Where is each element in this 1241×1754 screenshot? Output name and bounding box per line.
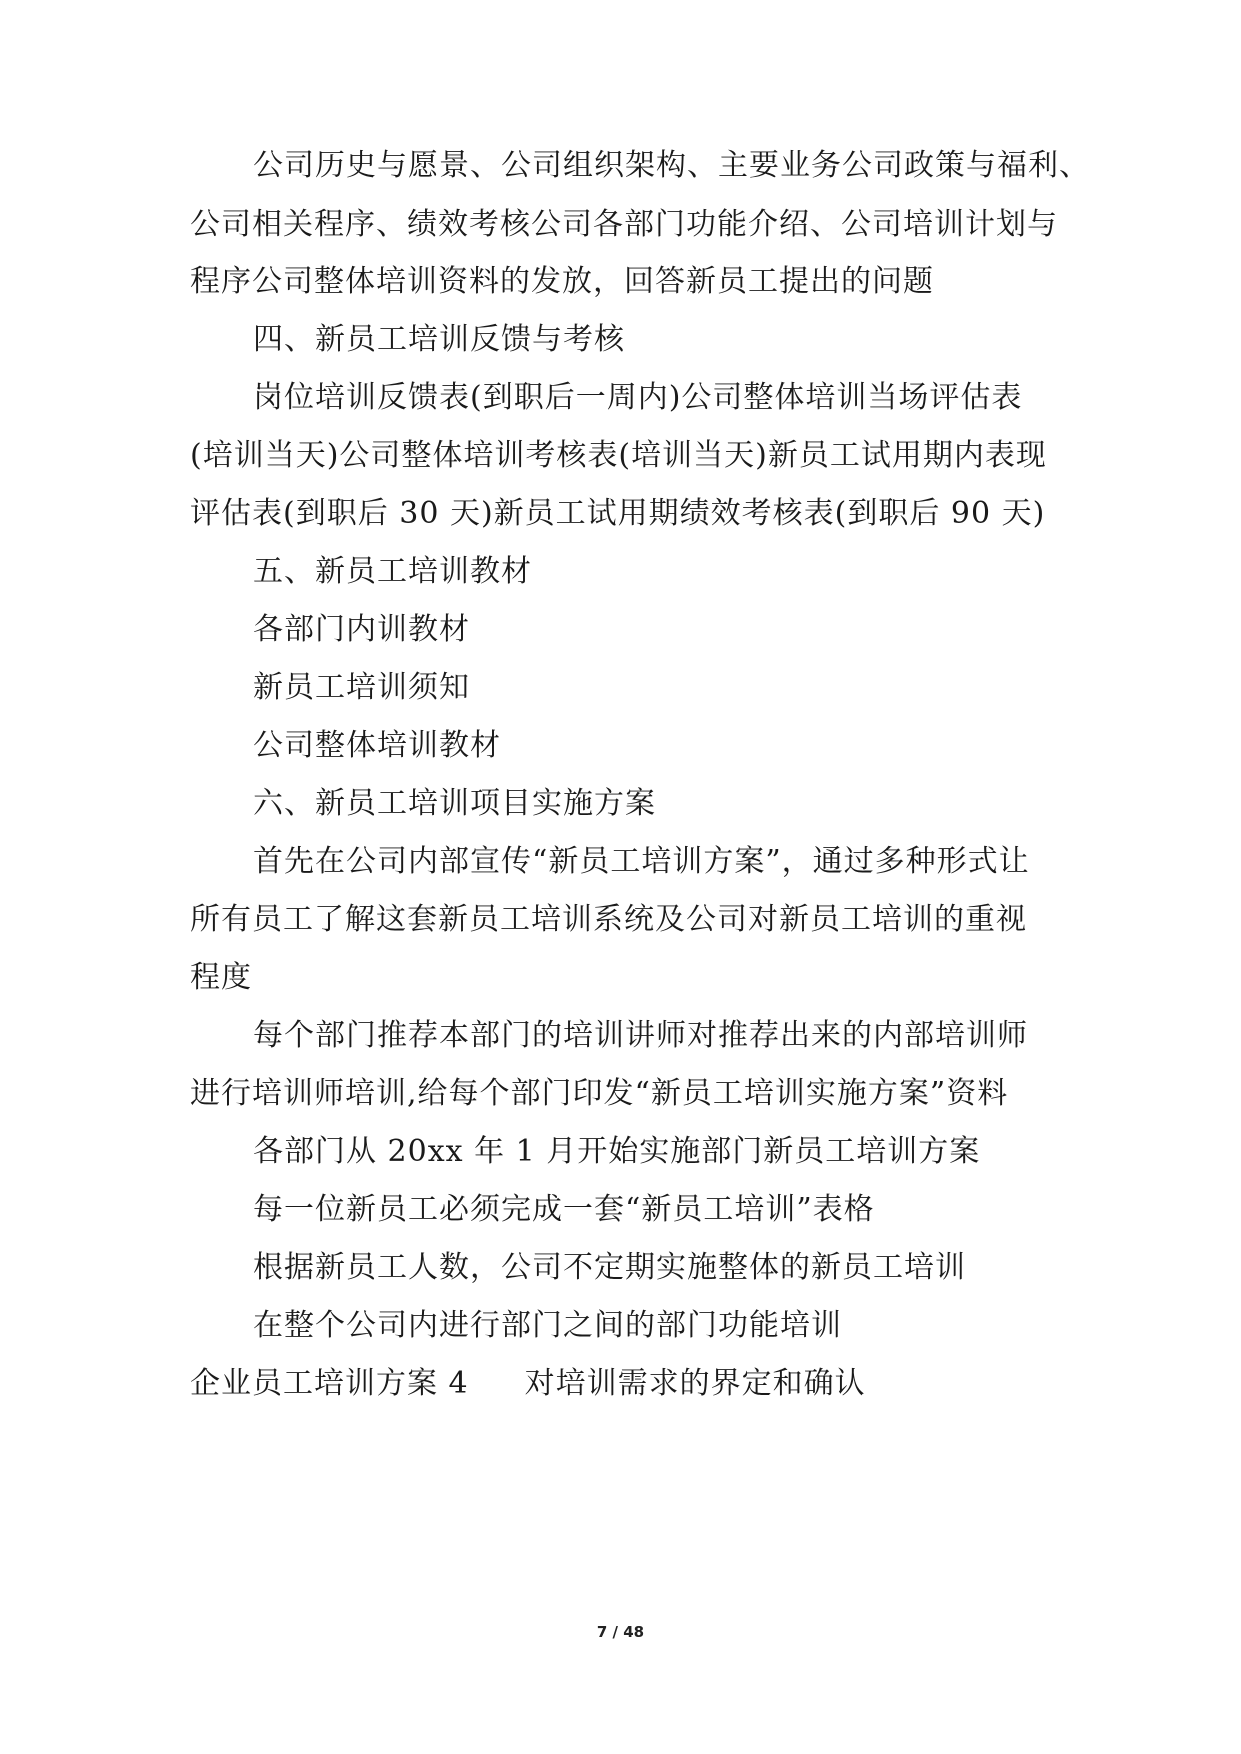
section-heading: 四、新员工培训反馈与考核 [253,322,625,357]
list-item: 公司整体培训教材 [253,728,501,763]
paragraph-line: 程度 [190,960,252,995]
paragraph-line: 每个部门推荐本部门的培训讲师对推荐出来的内部培训师 [253,1018,1028,1053]
paragraph-line: 公司相关程序、绩效考核公司各部门功能介绍、公司培训计划与 [190,207,1058,242]
paragraph-line: 公司历史与愿景、公司组织架构、主要业务公司政策与福利、 [253,148,1090,183]
section-heading: 五、新员工培训教材 [253,554,532,589]
page-number: 7 / 48 [596,1623,645,1641]
list-item: 每一位新员工必须完成一套“新员工培训”表格 [253,1192,875,1227]
list-item: 根据新员工人数，公司不定期实施整体的新员工培训 [253,1250,966,1285]
final-line-title: 企业员工培训方案 4 [190,1366,469,1401]
list-item: 各部门内训教材 [253,612,470,647]
final-line-text: 对培训需求的界定和确认 [524,1366,866,1401]
final-line [190,1364,1070,1404]
paragraph-line: 岗位培训反馈表(到职后一周内)公司整体培训当场评估表 [253,380,1023,415]
paragraph-line: (培训当天)公司整体培训考核表(培训当天)新员工试用期内表现 [190,438,1047,473]
list-item: 在整个公司内进行部门之间的部门功能培训 [253,1308,842,1343]
paragraph-line: 所有员工了解这套新员工培训系统及公司对新员工培训的重视 [190,902,1027,937]
paragraph-line: 评估表(到职后 30 天)新员工试用期绩效考核表(到职后 90 天) [190,496,1046,531]
paragraph-line: 程序公司整体培训资料的发放，回答新员工提出的问题 [190,264,934,299]
paragraph-line: 进行培训师培训,给每个部门印发“新员工培训实施方案”资料 [190,1076,1009,1111]
section-heading: 六、新员工培训项目实施方案 [253,786,656,821]
list-item: 各部门从 20xx 年 1 月开始实施部门新员工培训方案 [253,1134,981,1169]
list-item: 新员工培训须知 [253,670,470,705]
paragraph-line: 首先在公司内部宣传“新员工培训方案”，通过多种形式让 [253,844,1030,879]
